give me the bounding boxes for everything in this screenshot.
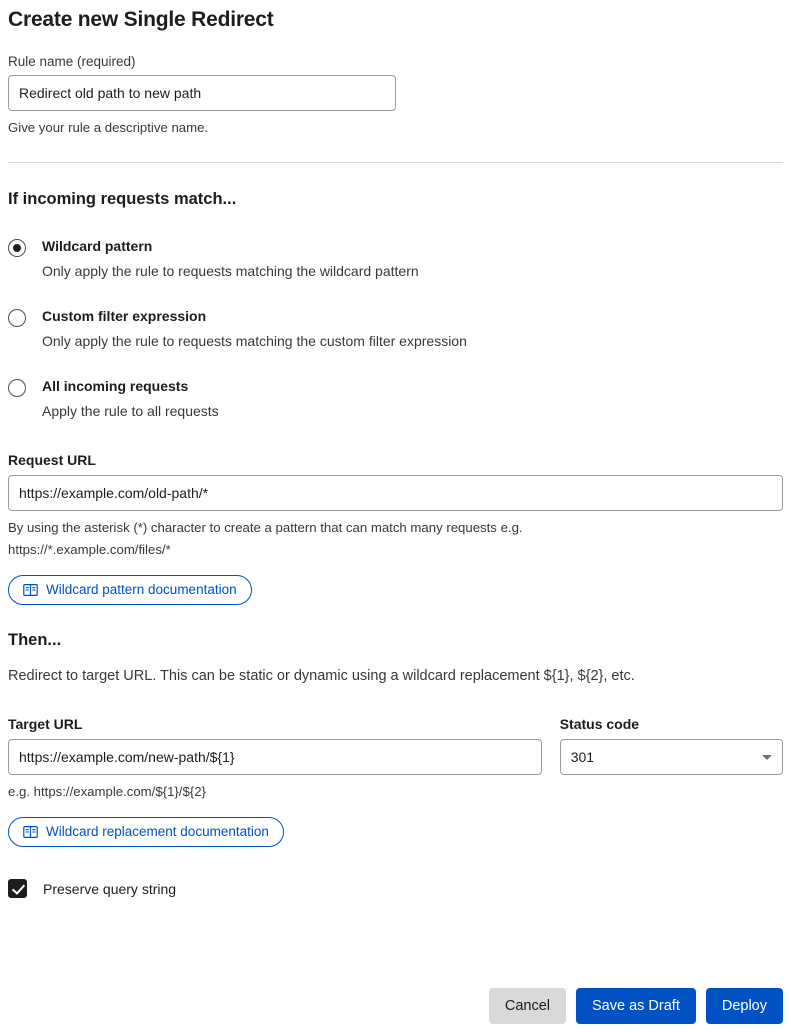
radio-icon-custom-filter-expression[interactable]	[8, 309, 26, 327]
wildcard-replacement-documentation-label: Wildcard replacement documentation	[46, 824, 269, 840]
wildcard-replacement-documentation-button[interactable]	[8, 817, 284, 847]
form-actions	[489, 988, 783, 1024]
preserve-query-string-row[interactable]	[8, 879, 783, 898]
radio-label-all-incoming-requests: All incoming requests	[42, 377, 189, 394]
request-url-label: Request URL	[8, 452, 96, 469]
request-url-help-line2: https://*.example.com/files/*	[8, 541, 171, 557]
target-url-label: Target URL	[8, 715, 83, 732]
rule-name-label: Rule name (required)	[8, 54, 136, 69]
status-code-select-value[interactable]: 301	[560, 739, 783, 775]
radio-desc-wildcard-pattern: Only apply the rule to requests matching the wildcard pattern	[42, 263, 419, 280]
radio-label-custom-filter-expression: Custom filter expression	[42, 307, 207, 324]
target-url-help: e.g. https://example.com/${1}/${2}	[8, 783, 206, 799]
then-section-heading: Then...	[8, 630, 62, 649]
radio-icon-wildcard-pattern[interactable]	[8, 239, 26, 257]
radio-icon-all-incoming-requests[interactable]	[8, 379, 26, 397]
preserve-query-string-label: Preserve query string	[43, 880, 177, 897]
request-url-help-line1: By using the asterisk (*) character to create a pattern that can match many requests e.g.	[8, 520, 523, 536]
radio-option-wildcard-pattern[interactable]	[8, 237, 783, 281]
match-mode-radio-group	[8, 237, 783, 420]
page-title: Create new Single Redirect	[8, 8, 274, 31]
deploy-button[interactable]: Deploy	[706, 988, 783, 1024]
status-code-label: Status code	[559, 715, 640, 732]
match-section-heading: If incoming requests match...	[8, 190, 237, 209]
target-url-input[interactable]	[8, 739, 542, 775]
rule-name-help: Give your rule a descriptive name.	[8, 120, 209, 135]
then-section-description: Redirect to target URL. This can be static or dynamic using a wildcard replacement ${1}, ${2}, etc.	[8, 667, 635, 684]
save-as-draft-button[interactable]: Save as Draft	[576, 988, 696, 1024]
status-code-select[interactable]	[560, 739, 783, 775]
checkbox-icon-preserve-query-string[interactable]	[8, 879, 27, 898]
radio-desc-all-incoming-requests: Apply the rule to all requests	[42, 402, 219, 419]
request-url-input[interactable]	[8, 475, 783, 511]
radio-option-all-incoming-requests[interactable]	[8, 377, 783, 421]
radio-label-wildcard-pattern: Wildcard pattern	[42, 238, 153, 255]
radio-desc-custom-filter-expression: Only apply the rule to requests matching the custom filter expression	[42, 332, 467, 349]
cancel-button[interactable]: Cancel	[489, 988, 566, 1024]
radio-option-custom-filter-expression[interactable]	[8, 307, 783, 351]
book-icon	[23, 583, 38, 597]
rule-name-input[interactable]	[8, 75, 396, 111]
book-icon	[23, 825, 38, 839]
section-divider	[8, 162, 783, 163]
wildcard-pattern-documentation-label: Wildcard pattern documentation	[46, 581, 237, 597]
wildcard-pattern-documentation-button[interactable]	[8, 575, 252, 605]
